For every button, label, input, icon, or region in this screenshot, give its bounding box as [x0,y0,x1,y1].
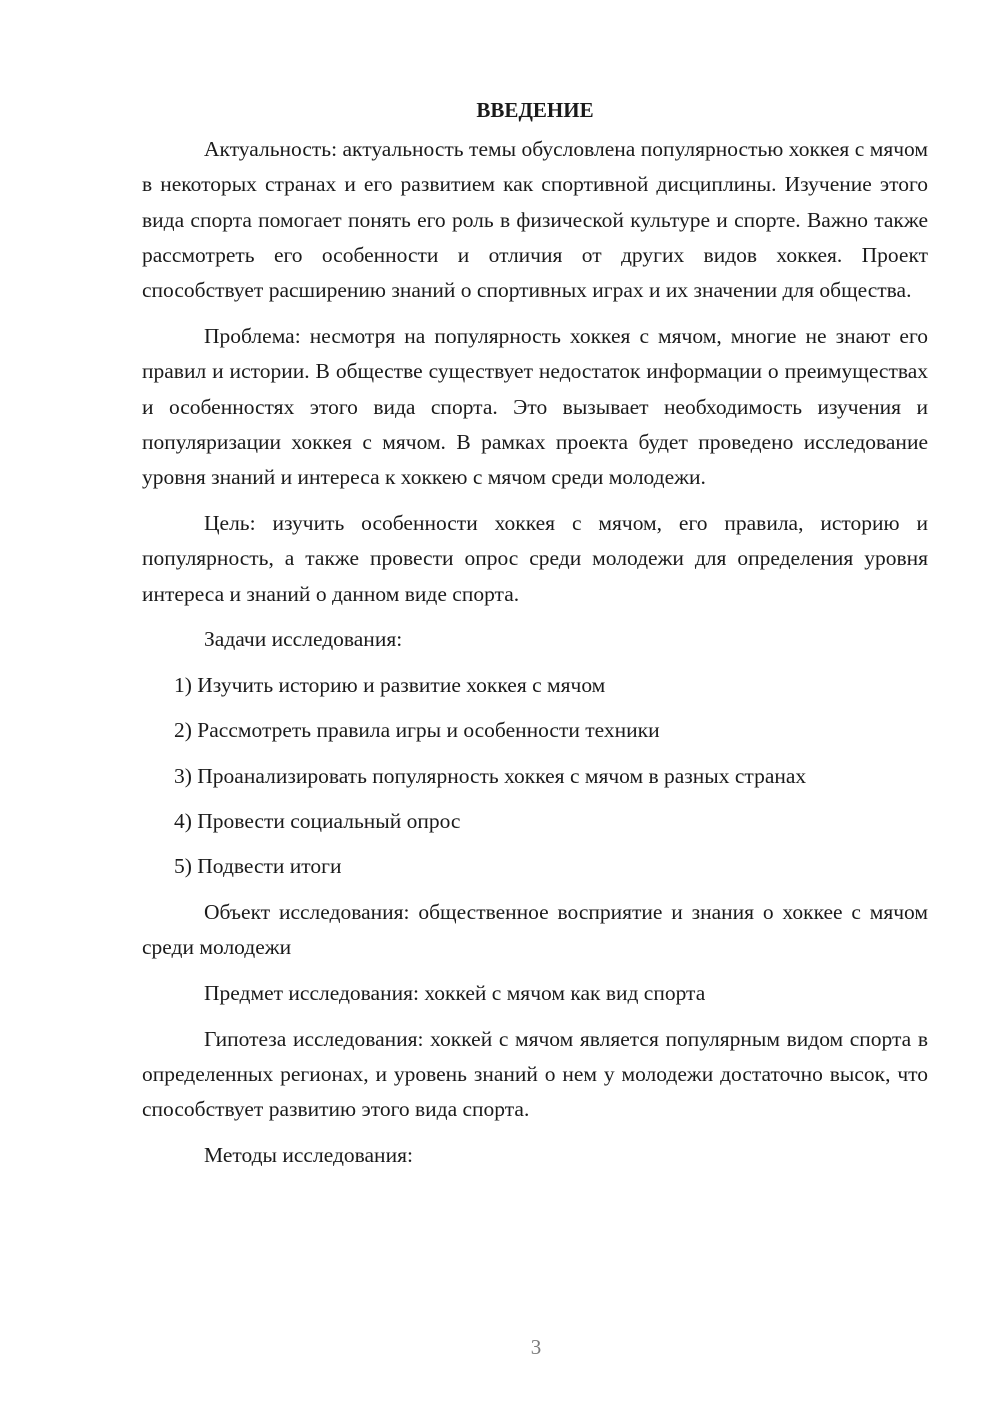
document-page [142,92,928,1184]
subject-paragraph: Предмет исследования: хоккей с мячом как вид спорта [204,980,706,1005]
problem-paragraph: Проблема: несмотря на популярность хоккея с мячом, многие не знают его правил и истории. В обществе существует недостаток информации о преимуществах и особенностях этого вида спорта. Это вызывает необходимость изучения и популяризации хоккея с мячом. В рамках проекта будет проведено исследование уровня знаний и интереса к хоккею с мячом среди молодежи. [142,323,928,490]
relevance-paragraph: Актуальность: актуальность темы обусловлена популярностью хоккея с мячом в некоторых странах и его развитием как спортивной дисциплины. Изучение этого вида спорта помогает понять его роль в физической культуре и спорте. Важно также рассмотреть его особенности и отличия от других видов хоккея. Проект способствует расширению знаний о спортивных играх и их значении для общества. [142,137,928,303]
task-item: 1) Изучить историю и развитие хоккея с мячом [174,673,606,698]
hypothesis-paragraph: Гипотеза исследования: хоккей с мячом является популярным видом спорта в определенных регионах, и уровень знаний о нем у молодежи достаточно высок, что способствует развитию этого вида спорта. [142,1026,928,1122]
methods-title: Методы исследования: [204,1142,413,1167]
task-item: 5) Подвести итоги [174,854,342,879]
task-item: 3) Проанализировать популярность хоккея с мячом в разных странах [174,763,807,788]
section-heading: ВВЕДЕНИЕ [476,98,594,122]
task-item: 4) Провести социальный опрос [174,809,461,834]
page-number: 3 [530,1335,542,1359]
tasks-list [142,668,928,884]
task-item: 2) Рассмотреть правила игры и особенности техники [174,718,660,743]
goal-paragraph: Цель: изучить особенности хоккея с мячом, его правила, историю и популярность, а также провести опрос среди молодежи для определения уровня интереса и знаний о данном виде спорта. [142,510,928,606]
tasks-title: Задачи исследования: [204,627,403,652]
object-paragraph: Объект исследования: общественное восприятие и знания о хоккее с мячом среди молодежи [142,899,928,959]
